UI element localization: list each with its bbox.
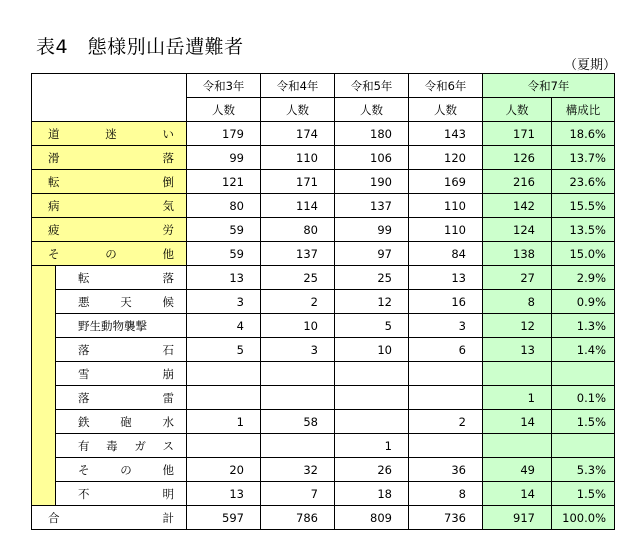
count-cell: 786 — [261, 506, 335, 530]
count-cell: 25 — [335, 266, 409, 290]
count-cell: 12 — [335, 290, 409, 314]
table-row — [32, 338, 615, 362]
row-label-char: 崩 — [162, 366, 174, 381]
count-cell: 7 — [261, 482, 335, 506]
header-people: 人数 — [335, 98, 409, 122]
count-cell: 2 — [409, 410, 483, 434]
subcategory-cell — [56, 386, 187, 410]
count-cell: 80 — [187, 194, 261, 218]
count-cell: 597 — [187, 506, 261, 530]
count-cell: 124 — [483, 218, 552, 242]
header-year: 令和4年 — [261, 74, 335, 98]
count-cell: 114 — [261, 194, 335, 218]
row-label-char: 倒 — [162, 174, 174, 189]
count-cell: 5 — [187, 338, 261, 362]
count-cell: 126 — [483, 146, 552, 170]
ratio-cell: 13.7% — [552, 146, 615, 170]
count-cell: 174 — [261, 122, 335, 146]
row-label — [56, 366, 186, 382]
row-label — [32, 246, 186, 262]
row-label-char: 毒 — [106, 438, 118, 453]
row-label-char: の — [105, 246, 117, 261]
count-cell: 142 — [483, 194, 552, 218]
count-cell: 120 — [409, 146, 483, 170]
count-cell: 84 — [409, 242, 483, 266]
count-cell: 13 — [483, 338, 552, 362]
count-cell: 110 — [409, 218, 483, 242]
count-cell — [483, 434, 552, 458]
row-label — [56, 342, 186, 358]
count-cell: 14 — [483, 410, 552, 434]
count-cell: 49 — [483, 458, 552, 482]
count-cell: 5 — [335, 314, 409, 338]
count-cell: 80 — [261, 218, 335, 242]
count-cell: 97 — [335, 242, 409, 266]
table-row — [32, 482, 615, 506]
count-cell — [187, 434, 261, 458]
table-row — [32, 218, 615, 242]
row-label-char: 落 — [78, 390, 90, 405]
ratio-cell: 15.0% — [552, 242, 615, 266]
count-cell: 216 — [483, 170, 552, 194]
count-cell — [409, 362, 483, 386]
count-cell — [261, 434, 335, 458]
row-label-char: 落 — [78, 342, 90, 357]
row-label-char: 迷 — [105, 126, 117, 141]
row-label — [56, 462, 186, 478]
count-cell: 26 — [335, 458, 409, 482]
count-cell — [483, 362, 552, 386]
count-cell: 99 — [187, 146, 261, 170]
count-cell: 59 — [187, 218, 261, 242]
row-label-char: 疲 — [48, 222, 60, 237]
ratio-cell: 100.0% — [552, 506, 615, 530]
row-label — [56, 414, 186, 430]
table-title: 表4 態様別山岳遭難者 — [36, 36, 244, 58]
count-cell: 190 — [335, 170, 409, 194]
row-label-char: 砲 — [120, 414, 132, 429]
table-row — [32, 290, 615, 314]
count-cell: 110 — [261, 146, 335, 170]
count-cell: 1 — [483, 386, 552, 410]
row-label-char: 落 — [162, 270, 174, 285]
count-cell: 809 — [335, 506, 409, 530]
row-label-char: 転 — [78, 270, 90, 285]
count-cell: 106 — [335, 146, 409, 170]
row-label-char: 鉄 — [78, 414, 90, 429]
count-cell: 18 — [335, 482, 409, 506]
row-label — [32, 150, 186, 166]
row-label-char: 他 — [162, 462, 174, 477]
ratio-cell: 1.5% — [552, 482, 615, 506]
count-cell: 13 — [187, 482, 261, 506]
count-cell: 1 — [335, 434, 409, 458]
count-cell: 179 — [187, 122, 261, 146]
count-cell — [335, 362, 409, 386]
row-label-char: 明 — [162, 486, 174, 501]
subcategory-cell — [56, 266, 187, 290]
ratio-cell: 13.5% — [552, 218, 615, 242]
row-label — [56, 390, 186, 406]
count-cell: 16 — [409, 290, 483, 314]
count-cell: 180 — [335, 122, 409, 146]
row-label — [56, 486, 186, 502]
row-label — [56, 438, 186, 454]
total-label-cell — [32, 506, 187, 530]
count-cell: 12 — [483, 314, 552, 338]
table-row — [32, 266, 615, 290]
count-cell: 3 — [409, 314, 483, 338]
row-label-char: 有 — [78, 438, 90, 453]
count-cell: 137 — [261, 242, 335, 266]
ratio-cell: 1.3% — [552, 314, 615, 338]
table-row — [32, 170, 615, 194]
category-cell — [32, 242, 187, 266]
count-cell: 13 — [409, 266, 483, 290]
count-cell: 2 — [261, 290, 335, 314]
row-label-char: 計 — [162, 510, 174, 525]
count-cell: 20 — [187, 458, 261, 482]
category-cell — [32, 170, 187, 194]
row-label — [32, 198, 186, 214]
count-cell: 138 — [483, 242, 552, 266]
row-label — [32, 174, 186, 190]
row-label — [32, 222, 186, 238]
count-cell: 58 — [261, 410, 335, 434]
subcategory-cell — [56, 410, 187, 434]
row-label-char: ス — [162, 438, 174, 453]
table-row — [32, 410, 615, 434]
header-row-years — [32, 74, 615, 98]
count-cell — [187, 386, 261, 410]
indent-stub — [32, 314, 56, 338]
header-people: 人数 — [409, 98, 483, 122]
subcategory-cell — [56, 290, 187, 314]
total-row — [32, 506, 615, 530]
indent-stub — [32, 482, 56, 506]
count-cell — [261, 362, 335, 386]
count-cell — [409, 386, 483, 410]
count-cell: 36 — [409, 458, 483, 482]
subcategory-cell — [56, 434, 187, 458]
table-row — [32, 434, 615, 458]
table-row — [32, 194, 615, 218]
row-label — [56, 294, 186, 310]
count-cell — [409, 434, 483, 458]
ratio-cell: 1.4% — [552, 338, 615, 362]
row-label-char: 他 — [162, 246, 174, 261]
ratio-cell: 15.5% — [552, 194, 615, 218]
table-row — [32, 146, 615, 170]
count-cell — [187, 362, 261, 386]
row-label-char: 候 — [162, 294, 174, 309]
table-row — [32, 386, 615, 410]
count-cell: 8 — [483, 290, 552, 314]
row-label-char: 石 — [162, 342, 174, 357]
row-label-char: そ — [78, 462, 90, 477]
header-people: 人数 — [483, 98, 552, 122]
row-label-char: 雷 — [162, 390, 174, 405]
count-cell: 8 — [409, 482, 483, 506]
subcategory-cell — [56, 314, 187, 338]
row-label-char: 落 — [162, 150, 174, 165]
count-cell: 143 — [409, 122, 483, 146]
count-cell: 10 — [335, 338, 409, 362]
table-row — [32, 314, 615, 338]
ratio-cell: 0.9% — [552, 290, 615, 314]
table-row — [32, 458, 615, 482]
table-row — [32, 242, 615, 266]
count-cell — [261, 386, 335, 410]
indent-stub — [32, 290, 56, 314]
count-cell — [335, 386, 409, 410]
row-label-char: い — [162, 126, 174, 141]
count-cell: 3 — [261, 338, 335, 362]
ratio-cell: 18.6% — [552, 122, 615, 146]
subcategory-cell — [56, 458, 187, 482]
row-label-char: 悪 — [78, 294, 90, 309]
row-label — [32, 510, 186, 526]
row-label-char: 病 — [48, 198, 60, 213]
row-label — [32, 126, 186, 142]
table-row — [32, 122, 615, 146]
count-cell: 99 — [335, 218, 409, 242]
row-label-char: 合 — [48, 510, 60, 525]
count-cell: 27 — [483, 266, 552, 290]
header-year: 令和6年 — [409, 74, 483, 98]
ratio-cell: 0.1% — [552, 386, 615, 410]
header-year-current: 令和7年 — [483, 74, 615, 98]
count-cell: 917 — [483, 506, 552, 530]
row-label — [56, 318, 186, 334]
category-cell — [32, 194, 187, 218]
row-label-char: 労 — [162, 222, 174, 237]
row-label-char: の — [120, 462, 132, 477]
corner-cell — [32, 74, 187, 122]
count-cell: 137 — [335, 194, 409, 218]
row-label-char: そ — [48, 246, 60, 261]
count-cell: 32 — [261, 458, 335, 482]
header-year: 令和5年 — [335, 74, 409, 98]
indent-stub — [32, 434, 56, 458]
count-cell: 171 — [483, 122, 552, 146]
category-cell — [32, 218, 187, 242]
ratio-cell: 1.5% — [552, 410, 615, 434]
row-label — [56, 270, 186, 286]
row-label-char: 道 — [48, 126, 60, 141]
count-cell: 4 — [187, 314, 261, 338]
count-cell — [335, 410, 409, 434]
count-cell: 59 — [187, 242, 261, 266]
indent-stub — [32, 338, 56, 362]
subcategory-cell — [56, 338, 187, 362]
count-cell: 10 — [261, 314, 335, 338]
row-label-char: 滑 — [48, 150, 60, 165]
indent-stub — [32, 386, 56, 410]
count-cell: 6 — [409, 338, 483, 362]
row-label-char: 雪 — [78, 366, 90, 381]
header-people: 人数 — [187, 98, 261, 122]
ratio-cell: 5.3% — [552, 458, 615, 482]
count-cell: 1 — [187, 410, 261, 434]
indent-stub — [32, 410, 56, 434]
count-cell: 169 — [409, 170, 483, 194]
count-cell: 110 — [409, 194, 483, 218]
count-cell: 14 — [483, 482, 552, 506]
count-cell: 3 — [187, 290, 261, 314]
ratio-cell: 2.9% — [552, 266, 615, 290]
season-note: （夏期） — [563, 58, 616, 73]
count-cell: 25 — [261, 266, 335, 290]
ratio-cell: 23.6% — [552, 170, 615, 194]
header-ratio: 構成比 — [552, 98, 615, 122]
category-cell — [32, 146, 187, 170]
count-cell: 736 — [409, 506, 483, 530]
indent-stub — [32, 266, 56, 290]
row-label-char: ガ — [134, 438, 146, 453]
accident-table — [31, 73, 615, 530]
count-cell: 121 — [187, 170, 261, 194]
row-label-char: 天 — [120, 294, 132, 309]
header-people: 人数 — [261, 98, 335, 122]
subcategory-cell — [56, 362, 187, 386]
indent-stub — [32, 362, 56, 386]
row-label-char: 野生動物襲撃 — [78, 318, 147, 333]
row-label-char: 気 — [162, 198, 174, 213]
indent-stub — [32, 458, 56, 482]
ratio-cell — [552, 362, 615, 386]
table-row — [32, 362, 615, 386]
count-cell: 171 — [261, 170, 335, 194]
ratio-cell — [552, 434, 615, 458]
row-label-char: 不 — [78, 486, 90, 501]
category-cell — [32, 122, 187, 146]
header-year: 令和3年 — [187, 74, 261, 98]
row-label-char: 転 — [48, 174, 60, 189]
subcategory-cell — [56, 482, 187, 506]
count-cell: 13 — [187, 266, 261, 290]
row-label-char: 水 — [162, 414, 174, 429]
